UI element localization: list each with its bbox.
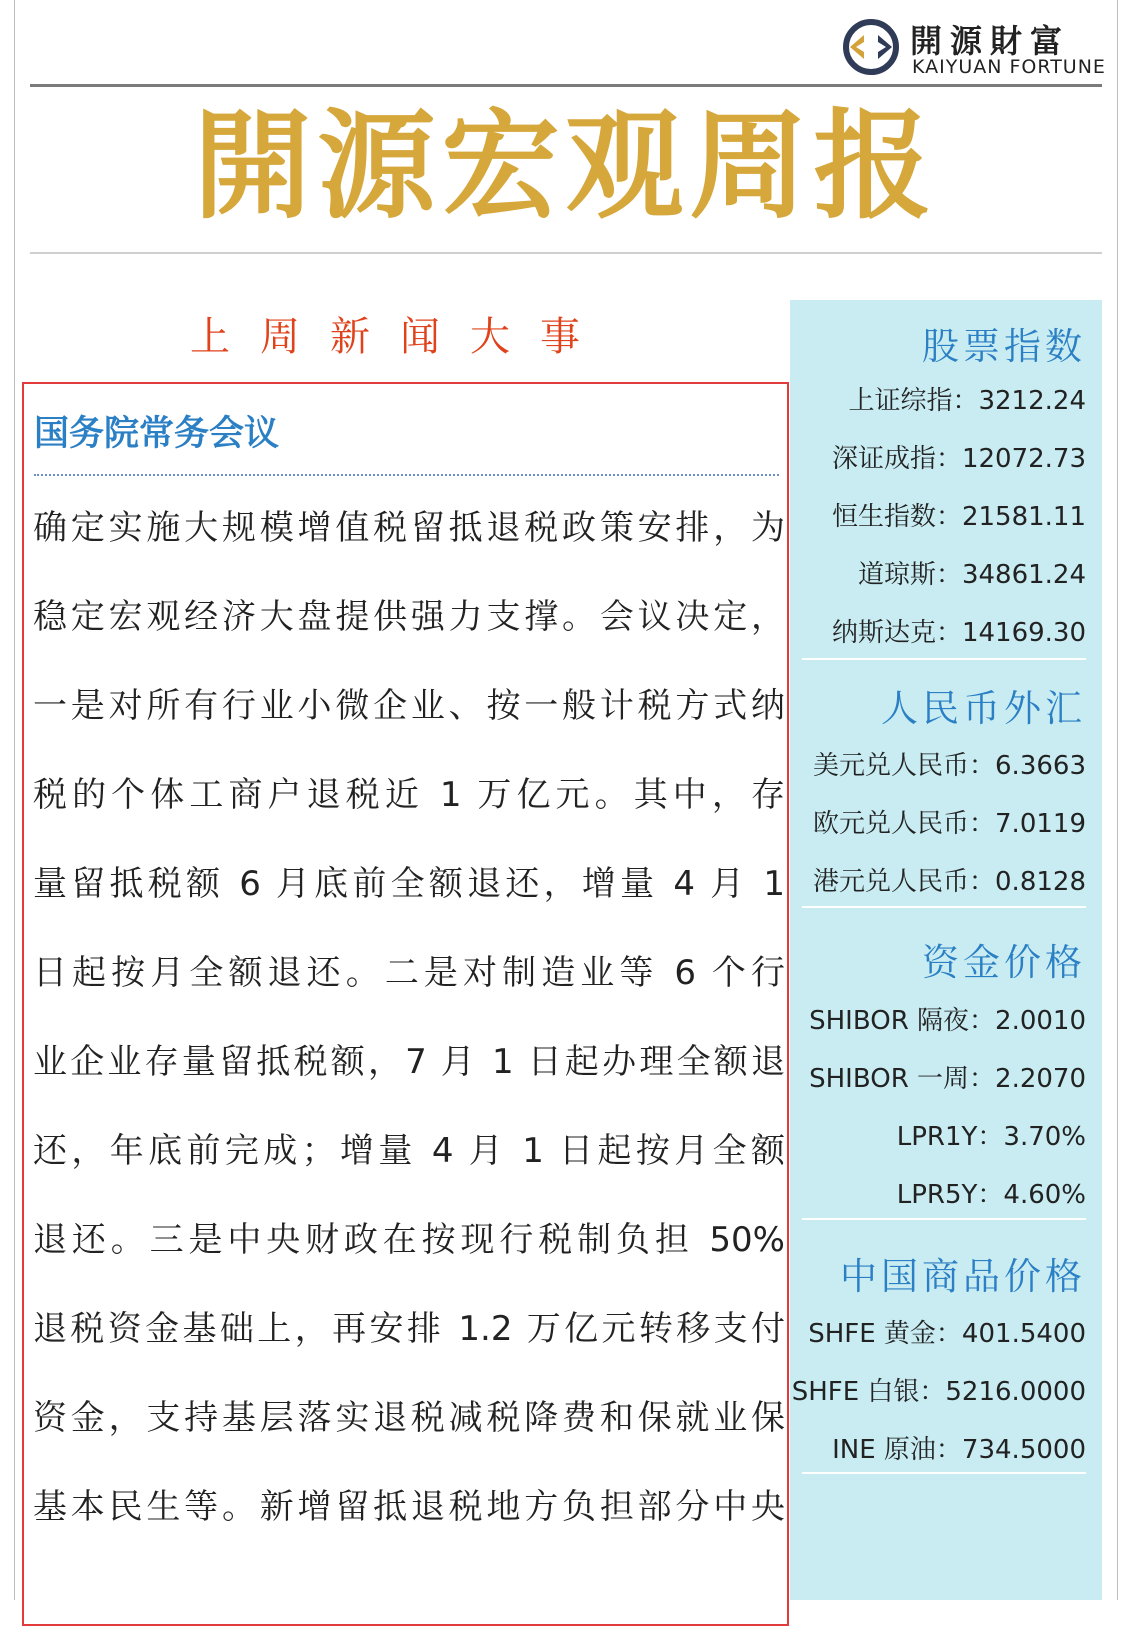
news-body	[33, 484, 785, 1552]
funds-row: LPR1Y：3.70%	[896, 1122, 1086, 1152]
news-line: 业企业存量留抵税额，7 月 1 日起办理全额退	[33, 1042, 785, 1082]
fx-row: 港元兑人民币：0.8128	[813, 867, 1086, 897]
stock-row: 道琼斯：34861.24	[857, 560, 1086, 590]
section-divider	[802, 658, 1086, 660]
market-sidebar	[790, 300, 1102, 1600]
stock-row: 纳斯达克：14169.30	[831, 618, 1086, 648]
page-border-right	[1117, 0, 1118, 1600]
funds-row: SHIBOR 一周：2.2070	[809, 1064, 1086, 1094]
kaiyuan-logo-icon	[842, 18, 900, 76]
news-headline: 国务院常务会议	[34, 414, 280, 454]
news-line: 确定实施大规模增值税留抵退税政策安排，为	[33, 508, 785, 548]
funds-title: 资金价格	[922, 941, 1086, 984]
fx-title: 人民币外汇	[881, 687, 1086, 730]
page-border-left	[14, 0, 15, 1600]
news-line: 资金，支持基层落实退税减税降费和保就业保	[33, 1398, 785, 1438]
section-divider	[802, 1218, 1086, 1220]
news-line: 稳定宏观经济大盘提供强力支撑。会议决定，	[33, 597, 785, 637]
news-line: 退还。三是中央财政在按现行税制负担 50%	[33, 1220, 785, 1260]
logo	[842, 14, 1112, 78]
news-line: 一是对所有行业小微企业、按一般计税方式纳	[33, 686, 785, 726]
stock-row: 上证综指：3212.24	[848, 386, 1086, 416]
logo-name-cn: 開源財富	[910, 22, 1071, 60]
commodities-title: 中国商品价格	[840, 1255, 1086, 1298]
news-box	[22, 382, 789, 1626]
news-line: 量留抵税额 6 月底前全额退还，增量 4 月 1	[33, 864, 785, 904]
news-line: 税的个体工商户退税近 1 万亿元。其中，存	[33, 775, 785, 815]
stock-index-title: 股票指数	[922, 325, 1086, 368]
funds-row: SHIBOR 隔夜：2.0010	[809, 1006, 1086, 1036]
commodity-row: SHFE 黄金：401.5400	[808, 1319, 1086, 1349]
news-line: 退税资金基础上，再安排 1.2 万亿元转移支付	[33, 1309, 785, 1349]
stock-row: 深证成指：12072.73	[831, 444, 1086, 474]
news-headline-divider	[34, 474, 779, 476]
funds-row: LPR5Y：4.60%	[896, 1180, 1086, 1210]
fx-row: 美元兑人民币：6.3663	[813, 751, 1086, 781]
stock-row: 恒生指数：21581.11	[831, 502, 1086, 532]
logo-name-en: KAIYUAN FORTUNE	[912, 56, 1106, 78]
commodity-row: INE 原油：734.5000	[832, 1435, 1086, 1465]
fx-row: 欧元兑人民币：7.0119	[813, 809, 1086, 839]
report-title: 開源宏观周报	[193, 97, 938, 235]
commodity-row: SHFE 白银：5216.0000	[791, 1377, 1086, 1407]
news-section-title: 上周新闻大事	[190, 314, 610, 360]
section-divider	[802, 906, 1086, 908]
news-line: 基本民生等。新增留抵退税地方负担部分中央	[33, 1487, 785, 1527]
news-line: 日起按月全额退还。二是对制造业等 6 个行	[33, 953, 785, 993]
title-divider	[30, 252, 1102, 254]
top-divider	[30, 84, 1102, 87]
news-line: 还，年底前完成；增量 4 月 1 日起按月全额	[33, 1131, 785, 1171]
section-divider	[802, 1472, 1086, 1474]
